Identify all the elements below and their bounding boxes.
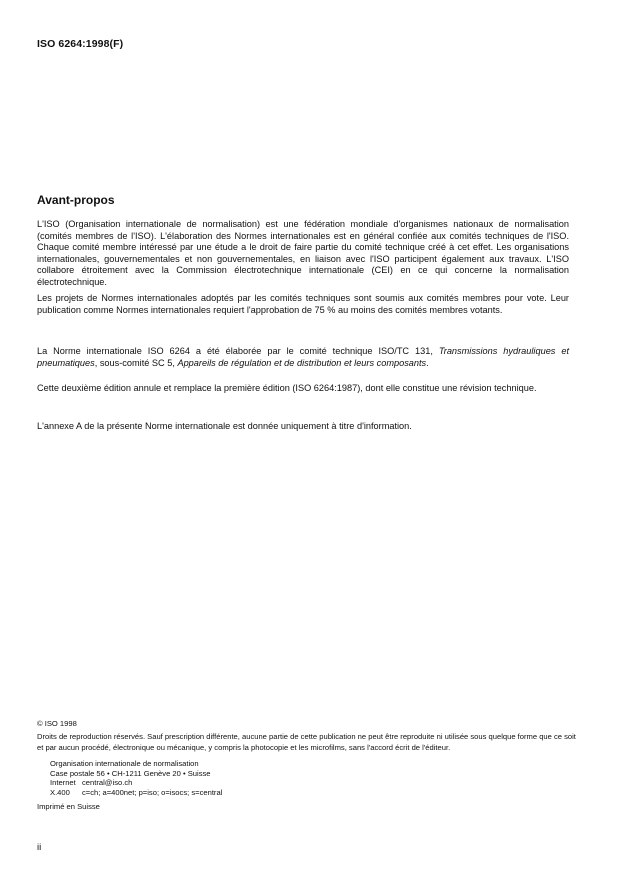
committee-text-end: . [426,357,429,368]
postal-address: Case postale 56 • CH-1211 Genève 20 • Suisse [50,768,211,778]
paragraph-iso-intro: L'ISO (Organisation internationale de normalisation) est une fédération mondiale d'organismes nationaux de normalisation (comités membres de l'ISO). L'élaboration des Normes internationales est en général confiée aux comités techniques de l'ISO. Chaque comité membre intéressé par une étude a le droit de faire partie du comité technique créé à cet effet. Les organisations internationales, gouvernementales et non gouvernementales, en liaison avec l'ISO participent également aux travaux. L'ISO collabore étroitement avec la Commission électrotechnique internationale (CEI) en ce qui concerne la normalisation électrotechnique. [37,219,569,287]
internet-line [50,778,222,788]
subcommittee-title: Appareils de régulation et de distribution et leurs composants [177,357,427,368]
org-name: Organisation internationale de normalisation [50,759,199,768]
internet-label: Internet [50,778,76,788]
committee-text-mid: , sous-comité SC 5, [94,357,178,368]
committee-title: Transmissions hydrauliques et pneumatiques [37,346,569,368]
paragraph-edition: Cette deuxième édition annule et remplace la première édition (ISO 6264:1987), dont elle constitue une révision technique. [37,383,537,393]
paragraph-voting: Les projets de Normes internationales adoptés par les comités techniques sont soumis aux comités membres pour vote. Leur publication comme Normes internationales requiert l'approbation de 75 % au moins des comités membres votants. [37,293,569,315]
section-title: Avant-propos [37,193,115,207]
document-id: ISO 6264:1998(F) [37,38,124,50]
internet-value: central@iso.ch [82,778,133,788]
rights-statement: Droits de reproduction réservés. Sauf prescription différente, aucune partie de cette publication ne peut être reproduite ni utilisée sous quelque forme que ce soit et par aucun procédé, électronique ou mécanique, y compris la photocopie et les microfilms, sans l'accord écrit de l'éditeur. [37,732,576,752]
committee-text-start: La Norme internationale ISO 6264 a été élaborée par le comité technique ISO/TC 131, [37,346,439,356]
x400-value: c=ch; a=400net; p=iso; o=isocs; s=central [82,788,223,798]
paragraph-committee [37,346,569,369]
x400-line [50,788,222,798]
page-number: ii [37,842,42,853]
x400-label: X.400 [50,788,70,798]
iso-address-block [50,759,222,798]
paragraph-annex: L'annexe A de la présente Norme internationale est donnée uniquement à titre d'information. [37,421,412,431]
printed-in: Imprimé en Suisse [37,802,100,811]
copyright-notice: © ISO 1998 [37,719,77,728]
